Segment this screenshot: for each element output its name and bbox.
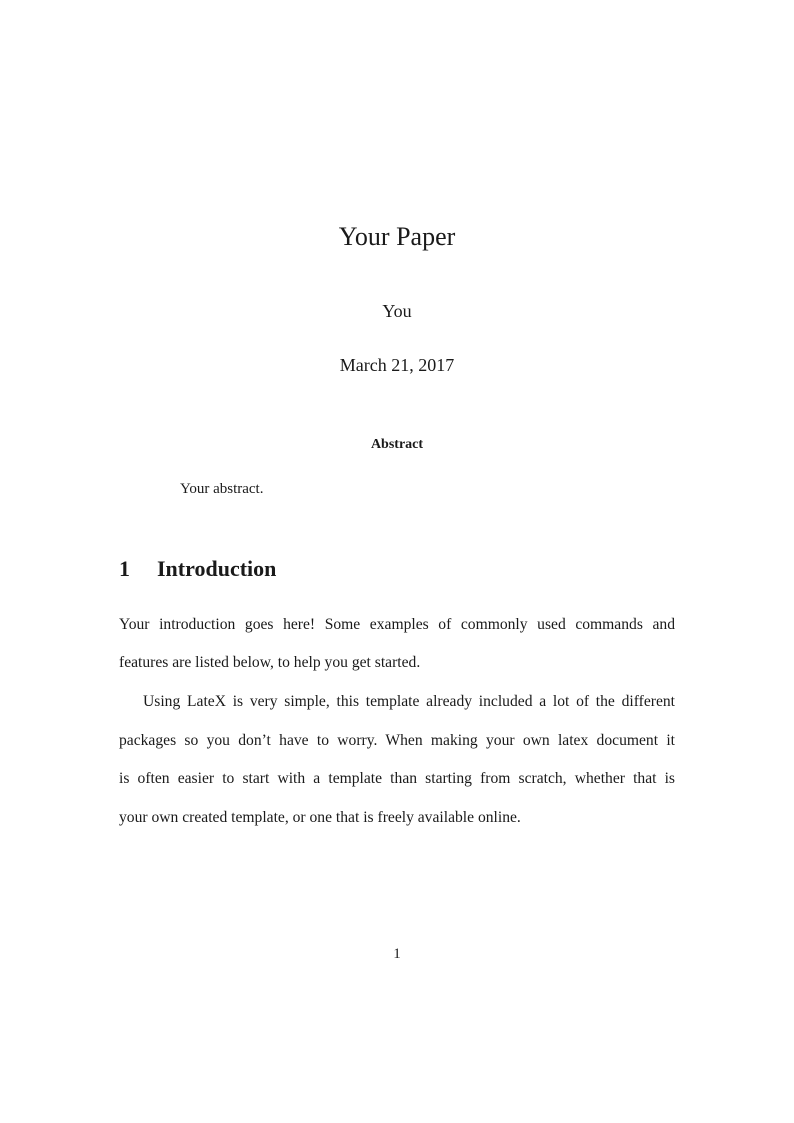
author: You <box>382 301 412 321</box>
abstract-text: Your abstract. <box>180 481 264 497</box>
section-number: 1 <box>119 556 130 581</box>
date: March 21, 2017 <box>339 355 455 375</box>
paragraph-line: is often easier to start with a template than starting from scratch, whether that is <box>119 770 675 787</box>
paragraph-line: packages so you don’t have to worry. When making your own latex document it <box>119 732 675 749</box>
section-title: Introduction <box>157 556 277 581</box>
paragraph-line: your own created template, or one that is freely available online. <box>119 809 521 826</box>
paper-title: Your Paper <box>338 222 456 251</box>
paragraph-line: Your introduction goes here! Some examples of commonly used commands and <box>119 616 675 633</box>
abstract-heading: Abstract <box>370 437 424 452</box>
page-number: 1 <box>393 946 401 962</box>
paragraph-line: Using LateX is very simple, this template already included a lot of the different <box>143 693 675 710</box>
paragraph-line: features are listed below, to help you get started. <box>119 654 421 671</box>
section-heading <box>119 556 276 582</box>
